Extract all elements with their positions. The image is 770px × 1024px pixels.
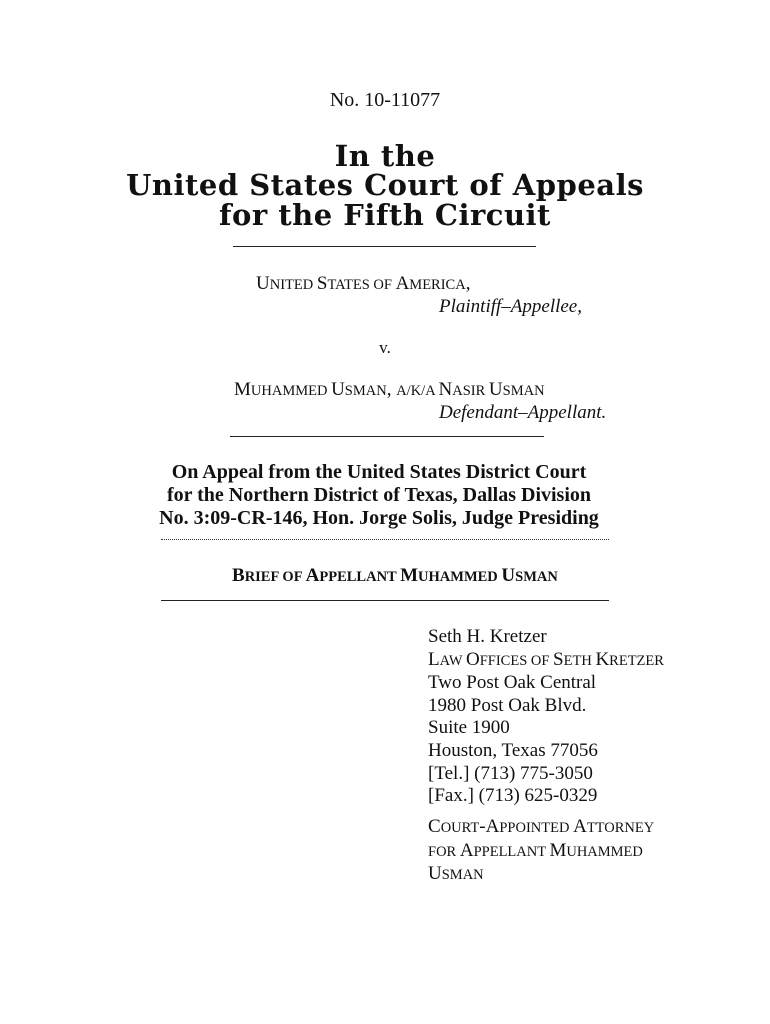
small-caps-run: A xyxy=(573,816,587,837)
small-caps-run: U xyxy=(488,379,503,400)
small-caps-run: S xyxy=(316,273,328,294)
small-caps-run: O xyxy=(465,648,480,670)
small-caps-run: FOR xyxy=(428,843,460,860)
small-caps-run: TTORNEY xyxy=(586,820,655,836)
defendant-role: Defendant–Appellant. xyxy=(439,402,607,423)
small-caps-run: OURT xyxy=(440,820,480,836)
small-caps-run: A/K/A xyxy=(396,383,439,399)
appointment-block xyxy=(428,816,654,887)
small-caps-run: SMAN xyxy=(502,383,545,399)
fax-line: [Fax.] (713) 625-0329 xyxy=(428,785,598,807)
small-caps-run: U xyxy=(501,565,516,586)
small-caps-run: U xyxy=(428,863,442,885)
small-caps-run: - xyxy=(479,816,486,837)
small-caps-run: NITED xyxy=(269,277,317,293)
appointment-line xyxy=(428,863,654,887)
small-caps-run: MERICA xyxy=(409,277,466,293)
small-caps-run: PPELLANT xyxy=(319,569,401,585)
versus-label: v. xyxy=(379,338,391,357)
address-line: 1980 Post Oak Blvd. xyxy=(428,694,587,716)
small-caps-run: M xyxy=(400,565,419,586)
defendant-name xyxy=(234,379,545,401)
court-heading-line-1: In the xyxy=(334,139,436,173)
small-caps-run: U xyxy=(256,273,270,294)
small-caps-run: SMAN xyxy=(344,383,387,399)
court-heading-line-3: for the Fifth Circuit xyxy=(219,198,551,232)
small-caps-run: FFICES OF xyxy=(479,652,554,669)
small-caps-run: N xyxy=(438,379,453,400)
small-caps-run: K xyxy=(595,648,610,670)
address-line: Two Post Oak Central xyxy=(428,672,597,694)
address-line: Suite 1900 xyxy=(428,717,510,739)
counsel-name: Seth H. Kretzer xyxy=(428,626,547,647)
small-caps-run: RETZER xyxy=(609,652,664,669)
small-caps-run: RIEF OF xyxy=(244,569,306,585)
appeal-divider xyxy=(161,539,609,540)
appeal-line-3: No. 3:09-CR-146, Hon. Jorge Solis, Judge Presiding xyxy=(159,507,599,529)
small-caps-run: , xyxy=(386,379,397,400)
address-line: Houston, Texas 77056 xyxy=(428,739,598,761)
small-caps-run: , xyxy=(465,273,471,294)
small-caps-run: B xyxy=(232,565,245,586)
small-caps-run: A xyxy=(395,273,410,294)
small-caps-run: SMAN xyxy=(441,867,484,884)
plaintiff-role: Plaintiff–Appellee, xyxy=(439,296,582,317)
telephone-line: [Tel.] (713) 775-3050 xyxy=(428,762,593,784)
small-caps-run: A xyxy=(305,565,320,586)
small-caps-run: L xyxy=(428,648,440,670)
counsel-block xyxy=(428,626,664,808)
court-heading-line-2: United States Court of Appeals xyxy=(126,168,644,202)
plaintiff-name xyxy=(256,273,470,295)
small-caps-run: M xyxy=(549,839,567,861)
small-caps-run: ASIR xyxy=(452,383,489,399)
small-caps-run: TATES OF xyxy=(327,277,396,293)
small-caps-run: C xyxy=(428,816,441,837)
small-caps-run: UHAMMED xyxy=(566,843,643,860)
appointment-line xyxy=(428,816,654,840)
small-caps-run: M xyxy=(234,379,251,400)
case-number: No. 10-11077 xyxy=(329,89,441,111)
appeal-line-2: for the Northern District of Texas, Dallas Division xyxy=(166,484,592,506)
small-caps-run: A xyxy=(485,816,500,837)
small-caps-run: SMAN xyxy=(515,569,558,585)
small-caps-run: UHAMMED xyxy=(250,383,332,399)
appeal-line-1: On Appeal from the United States District Court xyxy=(171,461,587,483)
counsel-firm xyxy=(428,649,664,673)
small-caps-run: S xyxy=(553,648,564,670)
small-caps-run: U xyxy=(331,379,345,400)
small-caps-run: UHAMMED xyxy=(418,569,502,585)
heading-divider xyxy=(233,246,536,247)
small-caps-run: A xyxy=(459,839,474,861)
brief-title xyxy=(232,565,558,587)
small-caps-run: AW xyxy=(439,652,466,669)
appointment-line xyxy=(428,840,654,864)
parties-divider xyxy=(230,436,544,437)
title-divider xyxy=(161,600,609,601)
small-caps-run: ETH xyxy=(563,652,596,669)
small-caps-run: PPELLANT xyxy=(473,843,550,860)
small-caps-run: PPOINTED xyxy=(499,820,574,836)
